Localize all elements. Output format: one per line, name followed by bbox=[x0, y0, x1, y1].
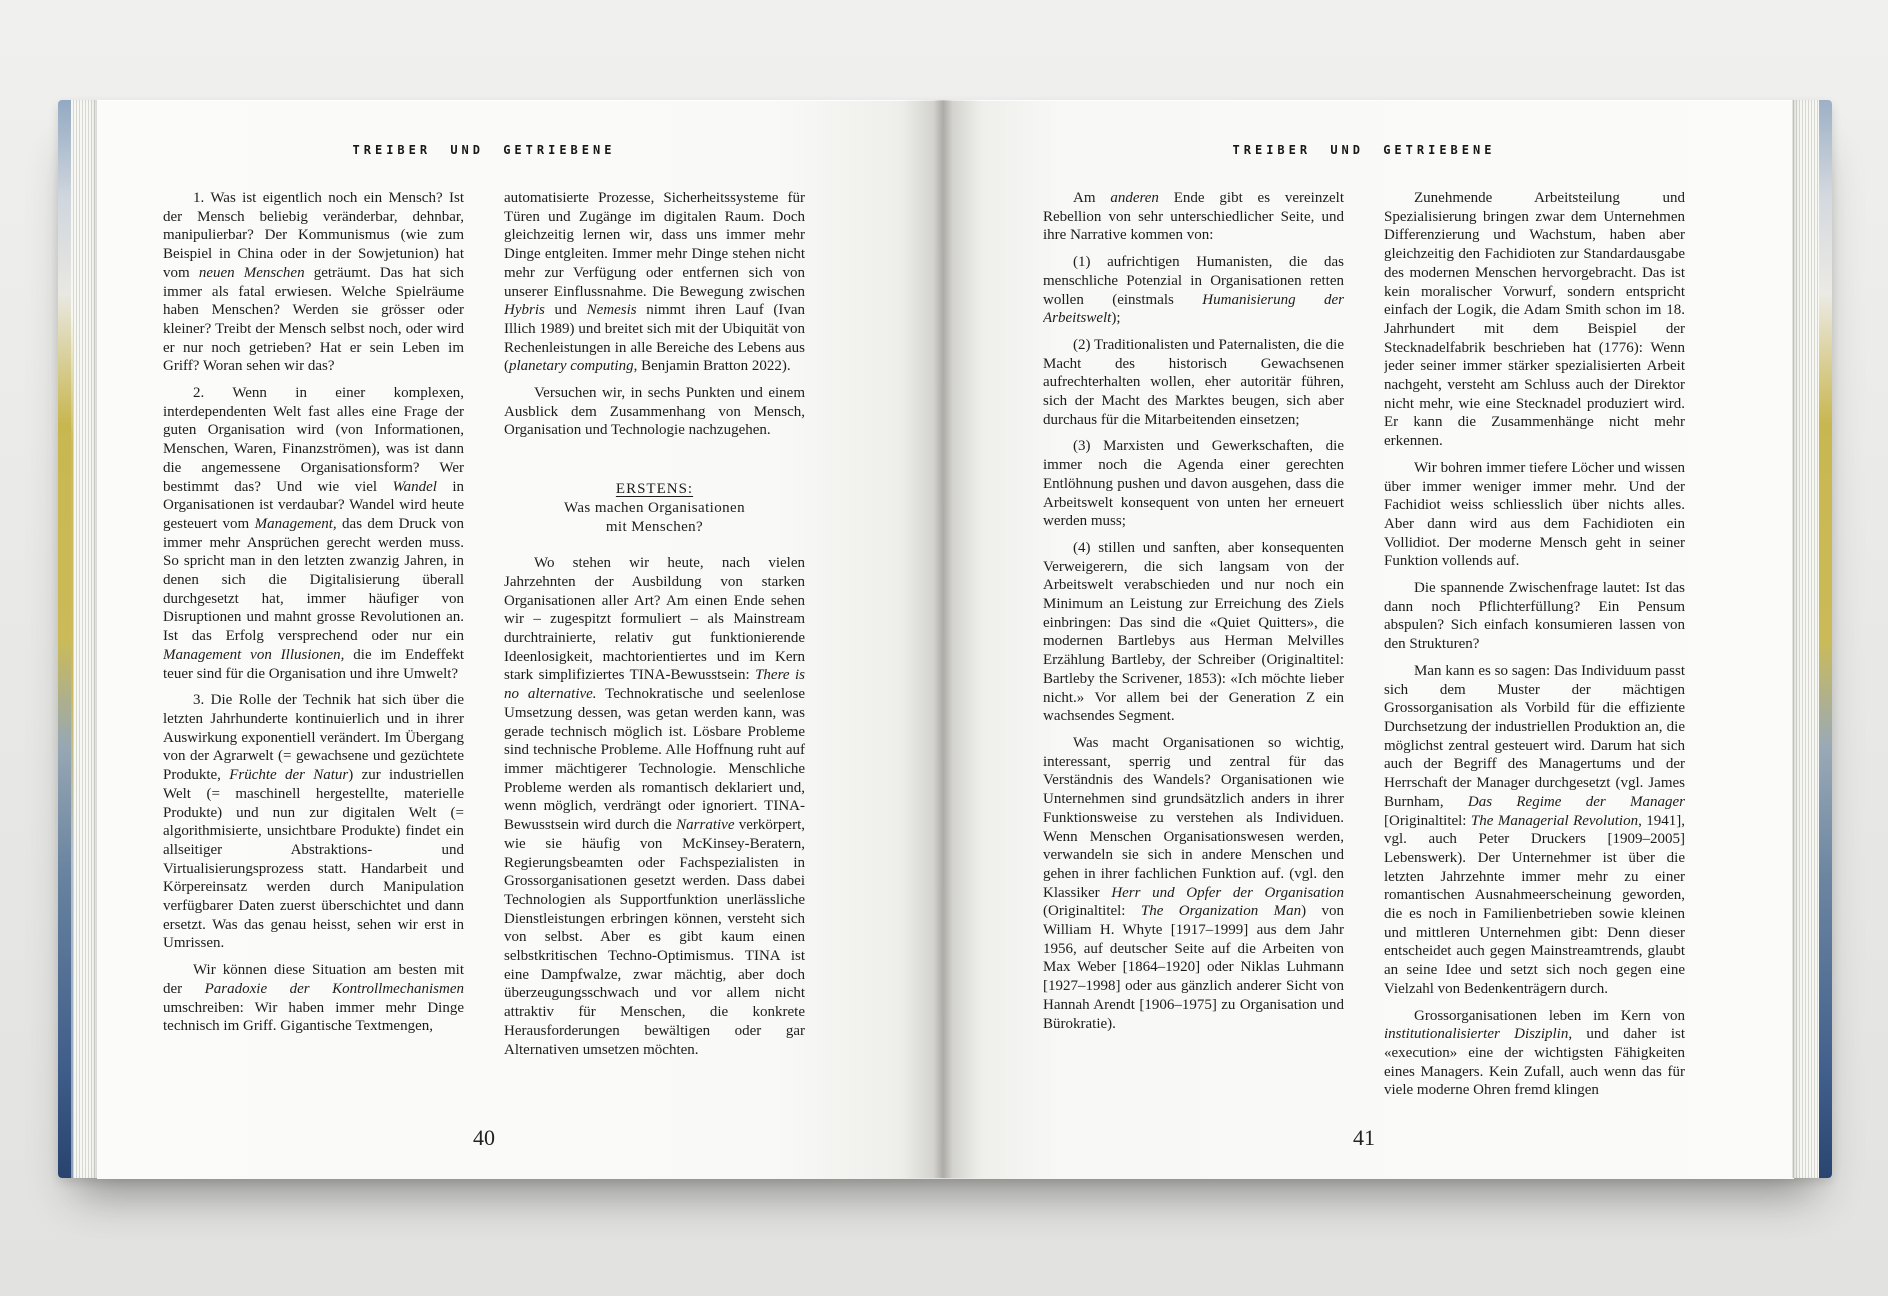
paragraph: Wir bohren immer tiefere Löcher und wissen über immer weniger immer mehr. Und der Fachidiot weiss schliesslich über nichts alles. Aber dann wird aus dem Fachidioten ein Vollidiot. Der moderne Mensch geht in seiner Funktion vollends auf. bbox=[1384, 459, 1685, 570]
section-heading: ERSTENS: Was machen Organisationen mit Menschen? bbox=[564, 481, 745, 535]
paragraph: 3. Die Rolle der Technik hat sich über die letzten Jahrhunderte kontinuierlich und in ihrer Auswirkung exponentiell verändert. Im Übergang von der Agrarwelt (= gewachsene und gezüchtete Produkte, Früchte der Natur) zur industriellen Welt (= maschinell hergestellte, materielle Produkte) und nun zur digitalen Welt (= algorithmisierte, unsichtbare Produkte) findet ein allseitiger Abstraktions- und Virtualisierungsprozess statt. Handarbeit und Körpereinsatz werden durch Manipulation verfügbarer Daten zuerst überschichtet und dann ersetzt. Was das genau heisst, sehen wir erst in Umrissen. bbox=[163, 692, 464, 952]
paragraph: (3) Marxisten und Gewerkschaften, die immer noch die Agenda einer gerechten Entlöhnung pushen und davon ausgehen, dass die Arbeitswelt konsequent von unten her erneuert werden muss; bbox=[1043, 438, 1344, 530]
paragraph: automatisierte Prozesse, Sicherheitssysteme für Türen und Zugänge im digitalen Raum. Doch gleichzeitig lernen wir, dass uns immer mehr Dinge entgleiten. Immer mehr Dinge stehen nicht mehr zur Verfügung oder entfernen sich von unserer Einflussnahme. Die Bewegung zwischen Hybris und Nemesis nimmt ihren Lauf (Ivan Illich 1989) und breitet sich mit der Ubiquität von Rechenleistungen in alle Bereiche des Lebens aus (planetary computing, Benjamin Bratton 2022). bbox=[504, 190, 805, 375]
running-header-left: TREIBER UND GETRIEBENE bbox=[352, 143, 616, 157]
paragraph: (4) stillen und sanften, aber konsequenten Verweigerern, die sich langsam von der Arbeitswelt verabschieden und nur noch ein Minimum an Leistung zur Erreichung des Ziels einbringen: Das sind die «Quiet Quitters», die modernen Bartlebys aus Herman Melvilles Erzählung Bartleby, der Schreiber (Originaltitel: Bartleby the Scrivener, 1853): «Ich möchte lieber nicht.» Vor allem bei der Generation Z ein wachsendes Segment. bbox=[1043, 539, 1344, 725]
book-page-right bbox=[943, 100, 1794, 1179]
book-cover-edge-right bbox=[1819, 100, 1832, 1178]
text-column bbox=[1384, 189, 1685, 1113]
page-number-right: 41 bbox=[1353, 1125, 1375, 1150]
book-cover-edge-left bbox=[58, 100, 71, 1178]
paragraph: Man kann es so sagen: Das Individuum passt sich dem Muster der mächtigen Grossorganisation als Vorbild für die effiziente Durchsetzung der industriellen Produktion an, die möglichst zentral gesteuert wird. Darum hat sich auch der Begriff des Managertums und der Herrschaft der Manager durchgesetzt (vgl. James Burnham, Das Regime der Manager [Originaltitel: The Managerial Revolution, 1941], vgl. auch Peter Druckers [1909–2005] Lebenswerk). Der Unternehmer ist über die letzten Jahrzehnte immer mehr zu einer romantischen Ausnahmeerscheinung geworden, die es noch in Familienbetrieben sowie kleinen und mittleren Unternehmen gibt: Denn dieser entscheidet auch gegen Mainstreamtrends, glaubt an seine Idee und setzt sich noch gegen eine Vielzahl von Bedenkenträgern durch. bbox=[1384, 662, 1685, 997]
open-book bbox=[58, 100, 1832, 1178]
paragraph: Was macht Organisationen so wichtig, interessant, sperrig und zentral für das Verständnis des Wandels? Organisationen wie Unternehmen sind grundsätzlich anders in ihrer Funktionsweise zu verstehen als Individuen. Wenn Menschen Organisationswesen werden, verwandeln sie sich in andere Menschen und gehen in ihrer fachlichen Funktion auf. (vgl. den Klassiker Herr und Opfer der Organisation (Originaltitel: The Organization Man) von William H. Whyte [1917–1999] aus dem Jahr 1956, auf deutscher Seite auf die Arbeiten von Max Weber [1864–1920] oder Niklas Luhmann [1927–1998] oder aus gänzlich anderer Sicht von Hannah Arendt [1906–1975] zu Organisation und Bürokratie). bbox=[1043, 734, 1344, 1032]
text-columns-right bbox=[1043, 189, 1685, 1113]
paragraph: Grossorganisationen leben im Kern von institutionalisierter Disziplin, und daher ist «execution» eine der wichtigsten Fähigkeiten eines Managers. Kein Zufall, auch wenn das für viele moderne Ohren fremd klingen bbox=[1384, 1007, 1685, 1099]
text-column bbox=[504, 189, 805, 1113]
book-page-left bbox=[97, 100, 943, 1179]
page-stack-edge-left bbox=[71, 100, 98, 1178]
paragraph: Wir können diese Situation am besten mit der Paradoxie der Kontrollmechanismen umschreiben: Wir haben immer mehr Dinge technisch im Griff. Gigantische Textmengen, bbox=[163, 962, 464, 1035]
running-header-right: TREIBER UND GETRIEBENE bbox=[1232, 143, 1496, 157]
paragraph: (1) aufrichtigen Humanisten, die das menschliche Potenzial in Organisationen retten wollen (einstmals Humanisierung der Arbeitswelt); bbox=[1043, 254, 1344, 327]
text-columns-left bbox=[163, 189, 805, 1113]
paragraph: Die spannende Zwischenfrage lautet: Ist das dann noch Pflichterfüllung? Ein Pensum abspulen? Sich einfach konsumieren lassen von den Strukturen? bbox=[1384, 580, 1685, 653]
paragraph: (2) Traditionalisten und Paternalisten, die die Macht des historisch Gewachsenen aufrechterhalten wollen, eher autoritär führen, sich der Macht des Marktes beugen, sich aber durchaus für die Mitarbeitenden einsetzen; bbox=[1043, 336, 1344, 428]
paragraph: Wo stehen wir heute, nach vielen Jahrzehnten der Ausbildung von starken Organisationen aller Art? Am einen Ende sehen wir – zugespitzt formuliert – als Mainstream durchtrainierte, relativ gut funktionierende Ideenlosigkeit, machtorientiertes und im Kern stark simplifiziertes TINA-Bewusstsein: There is no alternative. Technokratische und seelenlose Umsetzung dessen, was getan werden kann, was gerade technisch möglich ist. Lösbare Probleme sind technische Probleme. Alle Hoffnung ruht auf immer mächtigerer Technologie. Menschliche Probleme werden als romantisch deklariert und, wenn möglich, verdrängt oder ignoriert. TINA-Bewusstsein wird durch die Narrative verkörpert, wie sie häufig von McKinsey-Beratern, Regierungsbeamten oder Fachspezialisten in Grossorganisationen gesetzt werden. Dass dabei Technologien als Supportfunktion unerlässliche Dienstleistungen erbringen können, versteht sich von selbst. Aber es gibt kaum einen selbstkritischen Techno-Optimismus. TINA ist eine Dampfwalze, zwar mächtig, aber doch überzeugungsschwach und vor allem nicht attraktiv für Menschen, die konkrete Herausforderungen bewältigen oder gar Alternativen umsetzen möchten. bbox=[504, 555, 805, 1058]
page-number-left: 40 bbox=[473, 1125, 495, 1150]
paragraph: Zunehmende Arbeitsteilung und Spezialisierung bringen zwar dem Unternehmen Differenzierung und Wachstum, haben aber gleichzeitig den Fachidioten zur Standardausgabe des modernen Menschen hervorgebracht. Das ist kein moralischer Vorwurf, sondern entspricht einfach der Logik, die Adam Smith schon im 18. Jahrhundert mit dem Beispiel der Stecknadelfabrik beschrieben hat (1776): Wenn jeder seiner immer stärker spezialisierten Arbeit nachgeht, versteht am Schluss auch der Direktor nicht mehr, wie eine Stecknadel produziert wird. Er kann die Zusammenhänge nicht mehr erkennen. bbox=[1384, 190, 1685, 450]
paragraph: 1. Was ist eigentlich noch ein Mensch? Ist der Mensch beliebig veränderbar, dehnbar, manipulierbar? Der Kommunismus (wie zum Beispiel in China oder in der Sowjetunion) hat vom neuen Menschen geträumt. Das hat sich immer als fatal erwiesen. Welche Spielräume haben Menschen? Werden sie grösser oder kleiner? Treibt der Mensch selbst noch, oder wird er nur noch getrieben? Hat er sein Leben im Griff? Woran sehen wir das? bbox=[163, 190, 464, 375]
text-column bbox=[163, 189, 464, 1113]
paragraph: 2. Wenn in einer komplexen, interdependenten Welt fast alles eine Frage der guten Organisation wird (von Informationen, Menschen, Waren, Finanzströmen), was ist dann die angemessene Organisationsform? Wer bestimmt das? Und wie viel Wandel in Organisationen ist verdaubar? Wandel wird heute gesteuert vom Management, das dem Druck von immer mehr Ansprüchen gerecht werden muss. So spricht man in den letzten zwanzig Jahren, in denen sich die Digitalisierung überall durchgesetzt hat, immer häufiger von Disruptionen und mahnt grosse Revolutionen an. Ist das Erfolg versprechend oder nur ein Management von Illusionen, die im Endeffekt teuer sind für die Organisation und ihre Umwelt? bbox=[163, 385, 464, 682]
text-column bbox=[1043, 189, 1344, 1113]
page-stack-edge-right bbox=[1792, 100, 1819, 1178]
paragraph: Versuchen wir, in sechs Punkten und einem Ausblick dem Zusammenhang von Mensch, Organisation und Technologie nachzugehen. bbox=[504, 385, 805, 439]
paragraph: Am anderen Ende gibt es vereinzelt Rebellion von sehr unterschiedlicher Seite, und ihre Narrative kommen von: bbox=[1043, 190, 1344, 244]
